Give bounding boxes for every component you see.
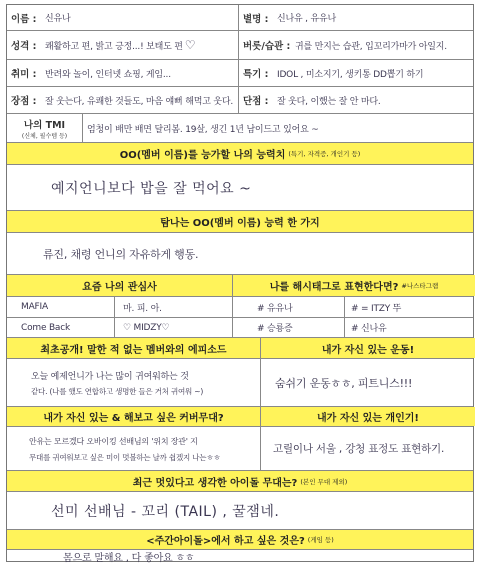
ability-header bbox=[7, 143, 473, 165]
covet-header: 탐나는 OO(멤버 이름) 능력 한 가지 bbox=[7, 211, 473, 233]
episode-answer bbox=[7, 359, 261, 406]
cover-header-row bbox=[7, 407, 473, 427]
weakness-label: 단점 : bbox=[243, 96, 269, 107]
talent-value: IDOL , 미소지기, 생키통 DD뽑기 하기 bbox=[277, 69, 424, 80]
episode-answer-line: 오늘 예제언니가 나는 많이 귀여워하는 것 bbox=[31, 371, 189, 382]
personality-row bbox=[7, 31, 473, 60]
name-row bbox=[7, 5, 473, 31]
ability-header-sub: (특기, 자격증, 개인기 등) bbox=[288, 150, 361, 158]
interest-item: MAFIA bbox=[7, 297, 115, 317]
skill-answer: 고릴이나 서울 , 강청 표정도 표현하기. bbox=[273, 443, 445, 455]
strength-label: 장점 : bbox=[11, 96, 37, 107]
nickname-label: 별명 : bbox=[243, 13, 269, 25]
episode-answer-line: 같다. (나를 했도 연합하고 생명한 들은 거처 귀여워 ~) bbox=[31, 386, 204, 396]
interest-item: Come Back bbox=[7, 318, 115, 337]
episode-header-row bbox=[7, 338, 473, 359]
heart-icon: ♡ bbox=[184, 38, 196, 52]
interest-item: ♡ MIDZY♡ bbox=[115, 318, 233, 337]
stage-header bbox=[7, 471, 473, 492]
interest-header-row bbox=[7, 275, 473, 297]
profile-sheet bbox=[6, 4, 474, 562]
hobby-label: 취미 : bbox=[11, 69, 37, 80]
covet-answer: 류진, 채령 언니의 자유하게 행동. bbox=[7, 233, 473, 275]
hashtag-item: # 유유나 bbox=[233, 297, 345, 317]
cover-answer-line: 무대를 귀여워보고 싶은 미이 멋볼하는 날까 쉽겠지 나는ㅎㅎ bbox=[29, 452, 221, 462]
talent-label: 특기 : bbox=[243, 69, 269, 80]
want-header-text: <주간아이돌>에서 하고 싶은 것은? bbox=[146, 536, 305, 547]
skill-header: 내가 자신 있는 개인기! bbox=[261, 407, 475, 426]
hashtag-header bbox=[233, 275, 475, 296]
personality-label: 성격 : bbox=[11, 41, 37, 52]
sport-header: 내가 자신 있는 운동! bbox=[261, 338, 475, 358]
cover-answer bbox=[7, 427, 261, 470]
interest-row bbox=[7, 318, 473, 338]
tmi-label-cell bbox=[7, 114, 83, 142]
weakness-value: 잘 웃다, 이했는 잘 안 마다. bbox=[277, 96, 381, 107]
stage-header-sub: (본인 무대 제외) bbox=[300, 477, 348, 486]
interest-item: 마. 피. 아. bbox=[115, 297, 233, 317]
hashtag-header-sub: #나스타그램 bbox=[401, 282, 439, 290]
cover-answer-line: 안유는 모르겠다 오바이킹 선배님의 '위치 장관' 지 bbox=[29, 436, 198, 446]
ability-answer: 예지언니보다 밥을 잘 먹어요 ~ bbox=[7, 165, 473, 211]
habit-label: 버릇/습관 : bbox=[243, 41, 291, 52]
strength-value: 잘 웃는다, 유쾌한 것들도, 마음 얘뻐 해먹고 웃다. bbox=[45, 87, 239, 113]
hashtag-header-text: 나를 해시태그로 표현한다면? bbox=[269, 282, 399, 293]
nickname-value: 신나유 , 유유나 bbox=[277, 14, 336, 24]
name-label: 이름 : bbox=[11, 13, 37, 25]
stage-answer: 선미 선배님 - 꼬리 (TAIL) , 꿀잼네. bbox=[7, 492, 473, 530]
personality-value bbox=[45, 31, 239, 59]
interest-row bbox=[7, 297, 473, 318]
ability-header-text: OO(멤버 이름)를 능가할 나의 능력치 bbox=[119, 150, 286, 161]
personality-text: 쾌활하고 편, 밝고 긍정...! 보태도 편 bbox=[45, 41, 183, 52]
hobby-value: 반려와 놀이, 인터넷 쇼핑, 게임... bbox=[45, 60, 239, 86]
hashtag-item: # = ITZY 뚜 bbox=[351, 303, 402, 314]
tmi-row bbox=[7, 114, 473, 143]
cover-header: 내가 자신 있는 & 해보고 싶은 커버무대? bbox=[7, 407, 261, 426]
episode-answer-row bbox=[7, 359, 473, 407]
strength-row bbox=[7, 87, 473, 114]
tmi-sublabel: (신체, 필수템 등) bbox=[21, 132, 68, 140]
sport-answer: 숨쉬기 운동ㅎㅎ, 피트니스!!! bbox=[275, 376, 413, 390]
stage-header-text: 최근 멋있다고 생각한 아이돌 무대는? bbox=[132, 477, 298, 489]
want-header bbox=[7, 530, 473, 550]
cover-answer-row bbox=[7, 427, 473, 471]
tmi-value: 엄청이 배만 배면 달리봄. 19살, 생긴 1년 남이드고 있어요 ~ bbox=[87, 124, 319, 135]
name-value: 신유나 bbox=[45, 5, 239, 30]
hashtag-item: # 승룡증 bbox=[233, 318, 345, 337]
tmi-label: 나의 TMI bbox=[23, 119, 66, 131]
hobby-row bbox=[7, 60, 473, 87]
episode-header: 최초공개! 말한 적 없는 멤버와의 에피소드 bbox=[7, 338, 261, 358]
want-header-sub: (게임 등) bbox=[307, 536, 334, 544]
habit-value: 귀를 만지는 습관, 입꼬리가마가 아일지. bbox=[295, 41, 447, 52]
interest-header: 요즘 나의 관심사 bbox=[7, 275, 233, 296]
hashtag-item: # 신나유 bbox=[351, 324, 387, 334]
want-answer: 몸으로 말해요 , 다 좋아요 ㅎㅎ bbox=[63, 552, 195, 564]
